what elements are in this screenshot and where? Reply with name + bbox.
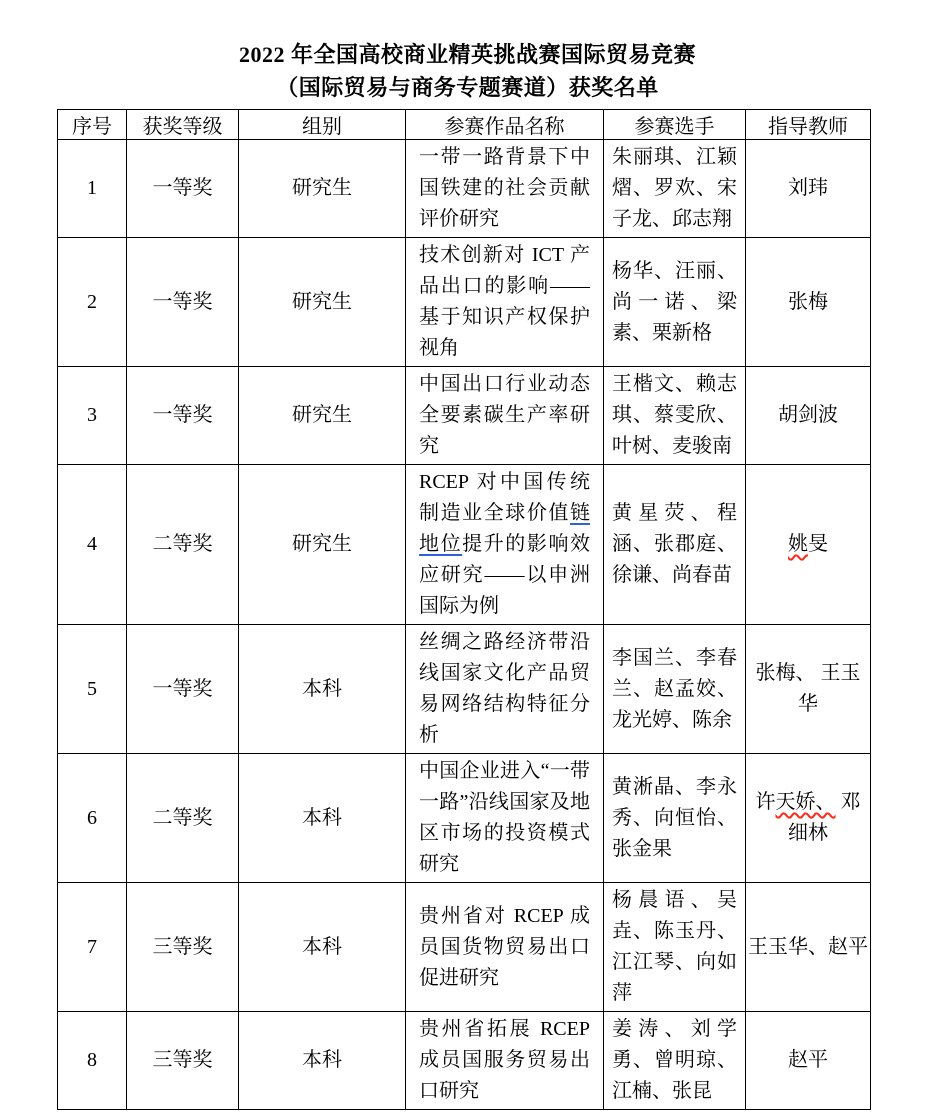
cell-teacher: 胡剑波 <box>746 367 871 465</box>
cell-serial: 2 <box>58 238 127 367</box>
cell-participants: 姜涛、刘学勇、曾明琼、江楠、张昆 <box>604 1012 746 1110</box>
cell-work-title: 中国出口行业动态全要素碳生产率研究 <box>406 367 604 465</box>
cell-work-title: 中国企业进入“一带一路”沿线国家及地区市场的投资模式研究 <box>406 754 604 883</box>
cell-participants: 黄淅晶、李永秀、向恒怡、张金果 <box>604 754 746 883</box>
cell-serial: 4 <box>58 465 127 625</box>
award-table <box>57 109 871 1110</box>
cell-work-title: 贵州省对 RCEP 成员国货物贸易出口促进研究 <box>406 883 604 1012</box>
cell-serial: 1 <box>58 140 127 238</box>
table-row <box>58 367 871 465</box>
cell-teacher: 王玉华、赵平 <box>746 883 871 1012</box>
cell-award-level: 三等奖 <box>127 1012 239 1110</box>
cell-award-level: 二等奖 <box>127 754 239 883</box>
cell-teacher: 赵平 <box>746 1012 871 1110</box>
work-title-text: 提升的影响效应研究——以申洲国际为例 <box>419 533 591 617</box>
cell-group: 研究生 <box>239 238 406 367</box>
cell-serial: 3 <box>58 367 127 465</box>
cell-award-level: 一等奖 <box>127 238 239 367</box>
cell-teacher: 张梅 <box>746 238 871 367</box>
cell-award-level: 三等奖 <box>127 883 239 1012</box>
cell-teacher <box>746 465 871 625</box>
cell-teacher <box>746 754 871 883</box>
cell-participants: 杨华、汪丽、尚一诺、梁素、栗新格 <box>604 238 746 367</box>
cell-work-title <box>406 465 604 625</box>
cell-participants: 朱丽琪、江颖熠、罗欢、宋子龙、邱志翔 <box>604 140 746 238</box>
col-header-work-title: 参赛作品名称 <box>406 110 604 140</box>
cell-group: 本科 <box>239 1012 406 1110</box>
cell-group: 研究生 <box>239 140 406 238</box>
cell-serial: 5 <box>58 625 127 754</box>
cell-serial: 6 <box>58 754 127 883</box>
teacher-name-text: 旻 <box>808 533 828 555</box>
cell-group: 本科 <box>239 625 406 754</box>
cell-serial: 8 <box>58 1012 127 1110</box>
cell-participants: 王楷文、赖志琪、蔡雯欣、叶树、麦骏南 <box>604 367 746 465</box>
col-header-serial: 序号 <box>58 110 127 140</box>
cell-work-title: 丝绸之路经济带沿线国家文化产品贸易网络结构特征分析 <box>406 625 604 754</box>
table-row <box>58 238 871 367</box>
hyperlink-text[interactable]: 链地位 <box>419 502 590 555</box>
table-row <box>58 465 871 625</box>
cell-participants: 黄星荧、程涵、张郡庭、徐谦、尚春苗 <box>604 465 746 625</box>
cell-work-title: 贵州省拓展 RCEP 成员国服务贸易出口研究 <box>406 1012 604 1110</box>
cell-work-title: 一带一路背景下中国铁建的社会贡献评价研究 <box>406 140 604 238</box>
col-header-participants: 参赛选手 <box>604 110 746 140</box>
table-row <box>58 1012 871 1110</box>
header-row <box>58 110 871 140</box>
table-row <box>58 625 871 754</box>
col-header-teacher: 指导教师 <box>746 110 871 140</box>
col-header-group: 组别 <box>239 110 406 140</box>
cell-work-title: 技术创新对 ICT 产品出口的影响——基于知识产权保护视角 <box>406 238 604 367</box>
document-title-line1: 2022 年全国高校商业精英挑战赛国际贸易竞赛 <box>238 42 696 67</box>
cell-group: 研究生 <box>239 465 406 625</box>
teacher-name-text: 许 <box>755 791 776 813</box>
teacher-name-text: 邓细林 <box>788 791 861 844</box>
cell-group: 研究生 <box>239 367 406 465</box>
table-row <box>58 754 871 883</box>
cell-serial: 7 <box>58 883 127 1012</box>
cell-award-level: 二等奖 <box>127 465 239 625</box>
cell-participants: 李国兰、李春兰、赵孟姣、龙光婷、陈余 <box>604 625 746 754</box>
cell-group: 本科 <box>239 754 406 883</box>
cell-award-level: 一等奖 <box>127 140 239 238</box>
cell-award-level: 一等奖 <box>127 367 239 465</box>
cell-participants: 杨晨语、吴垚、陈玉丹、江江琴、向如萍 <box>604 883 746 1012</box>
table-row <box>58 883 871 1012</box>
spellcheck-flagged-text: 天娇、 <box>775 791 836 813</box>
work-title-text: RCEP 对中国传统制造业全球价值 <box>419 471 590 524</box>
col-header-award-level: 获奖等级 <box>127 110 239 140</box>
cell-group: 本科 <box>239 883 406 1012</box>
cell-teacher: 刘玮 <box>746 140 871 238</box>
table-row <box>58 140 871 238</box>
cell-award-level: 一等奖 <box>127 625 239 754</box>
spellcheck-flagged-text: 姚 <box>788 533 808 555</box>
cell-teacher: 张梅、 王玉华 <box>746 625 871 754</box>
document-title-line2: （国际贸易与商务专题赛道）获奖名单 <box>276 75 659 100</box>
document-title <box>0 38 935 104</box>
